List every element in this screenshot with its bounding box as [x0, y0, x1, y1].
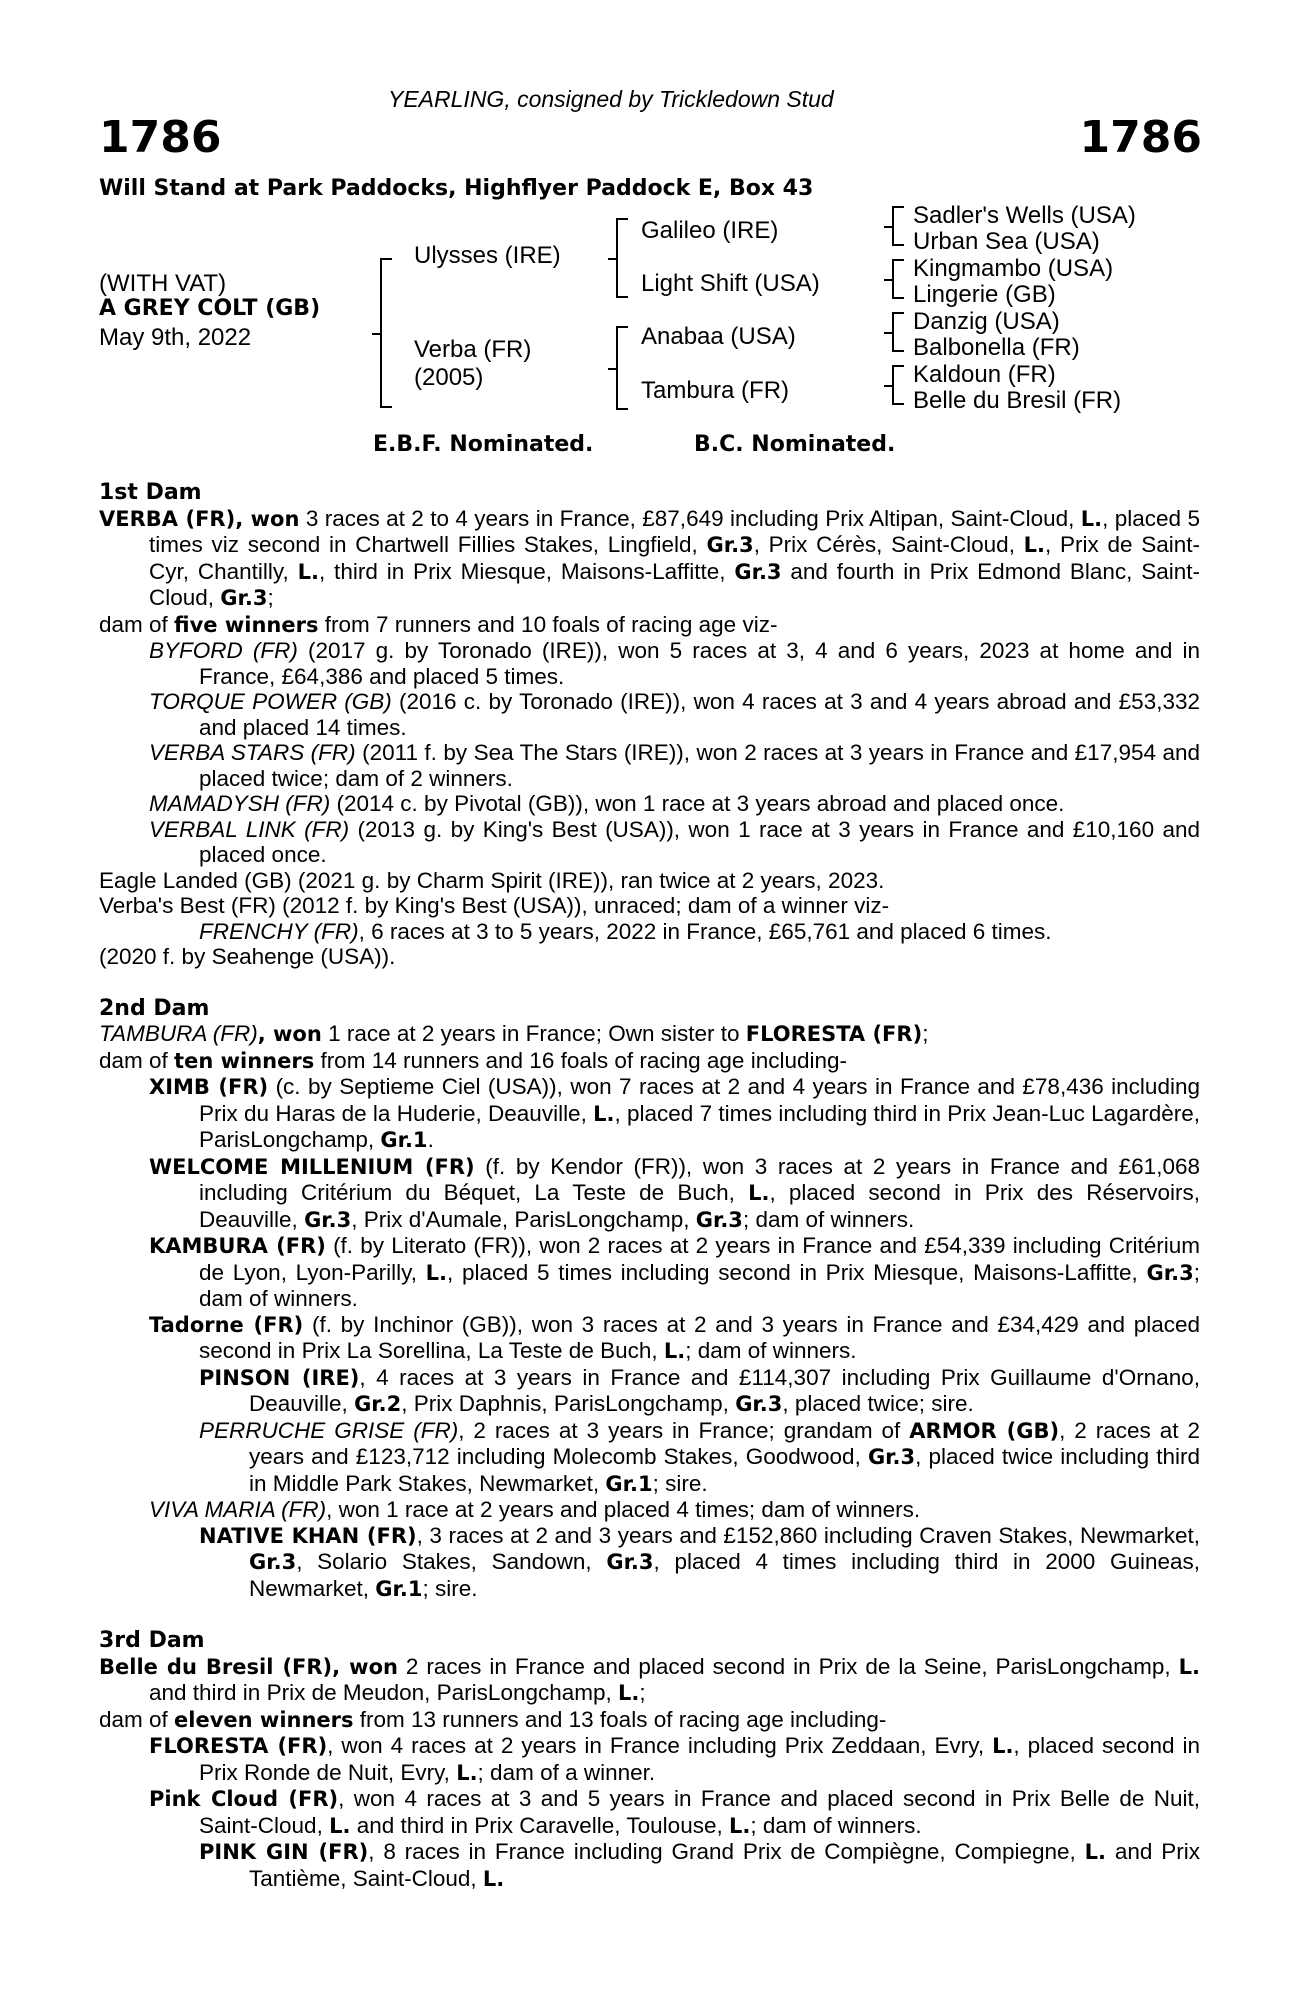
text: , Prix Daphnis, ParisLongchamp,	[401, 1391, 736, 1416]
consignment-subtitle: YEARLING, consigned by Trickledown Stud	[388, 86, 834, 112]
text: ; dam of winners.	[685, 1338, 857, 1363]
dam-paragraph	[99, 1021, 1200, 1048]
dam-sire-sire: Danzig (USA)	[913, 308, 1060, 335]
offspring-entry	[99, 1786, 1200, 1839]
offspring-name: PERRUCHE GRISE (FR)	[199, 1417, 459, 1443]
sire-sire: Galileo (IRE)	[641, 217, 779, 244]
offspring-name: Tadorne (FR)	[149, 1312, 304, 1337]
text: ; sire.	[422, 1575, 478, 1601]
stand-location: Will Stand at Park Paddocks, Highflyer Paddock E, Box 43	[99, 176, 814, 201]
text: (f. by Kendor (FR)), won 3 races at 2 years in France and £61,068 including Critérium du Béquet, La Teste de Buch,	[199, 1153, 1200, 1205]
pedigree-brace	[616, 218, 628, 298]
text: and third in Prix de Meudon, ParisLongchamp,	[149, 1680, 619, 1705]
text: ; sire.	[652, 1470, 708, 1496]
sire-sire-sire: Sadler's Wells (USA)	[913, 202, 1136, 229]
listed-badge: L.	[297, 559, 319, 584]
offspring-entry	[99, 1154, 1200, 1234]
grand-offspring-entry	[99, 1839, 1200, 1892]
listed-badge: L.	[1023, 533, 1046, 557]
group-badge: Gr.3	[735, 1392, 783, 1416]
offspring-entry	[99, 791, 1200, 817]
grand-offspring-entry	[99, 919, 1200, 945]
text: , won 4 races at 3 and 5 years in France and placed second in Prix Belle de Nuit, Saint-Cloud,	[199, 1786, 1201, 1838]
offspring-name: VIVA MARIA (FR)	[149, 1497, 327, 1522]
text: 1 race at 2 years in France; Own sister to	[321, 1021, 746, 1046]
offspring-name: VERBA STARS (FR)	[149, 740, 356, 765]
text: , 2 races at 2 years and £123,712 including Molecomb Stakes, Goodwood,	[249, 1417, 1200, 1469]
pedigree-brace	[892, 206, 904, 246]
text: , placed 5 times including second in Prix Miesque, Maisons-Laffitte,	[447, 1259, 1147, 1285]
text: from 13 runners and 13 foals of racing age including-	[353, 1706, 887, 1732]
section-heading-3rd-dam: 3rd Dam	[99, 1628, 205, 1653]
listed-badge: L.	[1080, 506, 1103, 531]
won-label: , won	[332, 1654, 398, 1679]
dam-dam: Tambura (FR)	[641, 377, 790, 404]
winners-count: ten winners	[174, 1048, 315, 1073]
offspring-entry: (2020 f. by Seahenge (USA)).	[99, 944, 396, 969]
offspring-name: PINK GIN (FR)	[199, 1840, 369, 1864]
group-badge: Gr.1	[380, 1128, 428, 1152]
sister-name: FLORESTA (FR)	[745, 1022, 923, 1046]
text: from 7 runners and 10 foals of racing age viz-	[318, 611, 778, 637]
offspring-name: NATIVE KHAN (FR)	[199, 1523, 417, 1548]
horse-name: A GREY COLT (GB)	[99, 296, 321, 321]
listed-badge: L.	[618, 1681, 640, 1705]
dam-name: VERBA (FR)	[99, 506, 236, 531]
listed-badge: L.	[1178, 1654, 1200, 1679]
text: , Prix d'Aumale, ParisLongchamp,	[351, 1206, 696, 1232]
grand-offspring-entry	[99, 1365, 1200, 1418]
listed-badge: L.	[329, 1813, 351, 1838]
group-badge: Gr.3	[1146, 1260, 1194, 1285]
listed-badge: L.	[992, 1734, 1014, 1758]
lot-number-left: 1786	[99, 112, 222, 163]
text: , 3 races at 2 and 3 years and £152,860 including Craven Stakes, Newmarket,	[416, 1522, 1200, 1548]
pedigree-brace	[892, 259, 904, 299]
group-badge: Gr.3	[606, 1550, 654, 1574]
text: (2013 g. by King's Best (USA)), won 1 race at 3 years in France and £10,160 and placed once.	[199, 816, 1200, 867]
group-badge: Gr.3	[734, 559, 782, 584]
text: , 6 races at 3 to 5 years, 2022 in France, £65,761 and placed 6 times.	[358, 918, 1052, 944]
text: , placed 4 times including third in 2000 Guineas, Newmarket,	[249, 1549, 1200, 1601]
horse-dob: May 9th, 2022	[99, 324, 252, 351]
listed-badge: L.	[663, 1339, 686, 1363]
text: , placed 5 times viz second in Chartwell Fillies Stakes, Lingfield,	[149, 505, 1200, 557]
section-heading-1st-dam: 1st Dam	[99, 480, 202, 505]
offspring-name: KAMBURA (FR)	[149, 1234, 326, 1258]
dam: Verba (FR)	[414, 336, 532, 363]
text: ;	[639, 1680, 646, 1705]
text: , Prix de Saint-Cyr, Chantilly,	[149, 532, 1201, 584]
offspring-entry: Verba's Best (FR) (2012 f. by King's Best (USA)), unraced; dam of a winner viz-	[99, 893, 890, 918]
text: , Solario Stakes, Sandown,	[296, 1549, 607, 1574]
text: 2 races in France and placed second in Prix de la Seine, ParisLongchamp,	[397, 1653, 1179, 1679]
offspring-name: VERBAL LINK (FR)	[149, 816, 350, 842]
group-badge: Gr.3	[706, 533, 754, 557]
pedigree-brace	[380, 258, 392, 408]
text: (2017 g. by Toronado (IRE)), won 5 races at 3, 4 and 6 years, 2023 at home and in France, £64,386 and placed 5 times.	[199, 638, 1200, 689]
text: dam of	[99, 1706, 175, 1732]
text: (f. by Inchinor (GB)), won 3 races at 2 and 3 years in France and £34,429 and placed second in Prix La Sorellina, La Teste de Buch,	[199, 1311, 1201, 1363]
dam-of-line	[99, 1707, 1200, 1734]
offspring-name: MAMADYSH (FR)	[149, 791, 331, 816]
won-label: , won	[235, 506, 300, 531]
group-badge: Gr.3	[304, 1207, 352, 1232]
offspring-name: WELCOME MILLENIUM (FR)	[149, 1154, 475, 1179]
dam-name: Belle du Bresil (FR)	[99, 1654, 333, 1679]
dam-dam-sire: Kaldoun (FR)	[913, 361, 1056, 388]
text: ; dam of winners.	[750, 1812, 922, 1838]
group-badge: Gr.3	[867, 1445, 916, 1469]
text: (c. by Septieme Ciel (USA)), won 7 races at 2 and 4 years in France and £78,436 including Prix du Haras de la Huderie, Deauville,	[199, 1074, 1200, 1126]
pedigree-brace	[892, 312, 904, 352]
grandson-name: ARMOR (GB)	[909, 1418, 1060, 1443]
text: , Prix Cérès, Saint-Cloud,	[753, 532, 1024, 557]
listed-badge: L.	[425, 1260, 448, 1285]
offspring-entry	[99, 1733, 1200, 1786]
text: , placed 7 times including third in Prix Jean-Luc Lagardère, ParisLongchamp,	[199, 1100, 1200, 1152]
offspring-name: FLORESTA (FR)	[149, 1734, 328, 1758]
dam-of-line	[99, 612, 1200, 639]
offspring-entry: Eagle Landed (GB) (2021 g. by Charm Spirit (IRE)), ran twice at 2 years, 2023.	[99, 867, 885, 893]
sire-dam: Light Shift (USA)	[641, 270, 820, 297]
winners-count: five winners	[174, 612, 319, 637]
text: (2016 c. by Toronado (IRE)), won 4 races at 3 and 4 years abroad and £53,332 and placed 14 times.	[199, 689, 1200, 740]
sire-dam-dam: Lingerie (GB)	[913, 281, 1056, 308]
text: and fourth in Prix Edmond Blanc, Saint-Cloud,	[149, 558, 1201, 610]
text: ; dam of winners.	[199, 1259, 1200, 1311]
listed-badge: L.	[482, 1866, 505, 1891]
offspring-name: XIMB (FR)	[149, 1075, 269, 1099]
bc-nomination: B.C. Nominated.	[694, 432, 896, 457]
text: , placed twice including third in Middle Park Stakes, Newmarket,	[249, 1444, 1200, 1496]
listed-badge: L.	[593, 1101, 615, 1126]
text: (f. by Literato (FR)), won 2 races at 2 years in France and £54,339 including Critérium de Lyon, Lyon-Parilly,	[199, 1233, 1200, 1285]
dam-of-line	[99, 1048, 1200, 1075]
text: , placed second in Prix Ronde de Nuit, Evry,	[199, 1733, 1200, 1785]
offspring-name: TORQUE POWER (GB)	[149, 689, 392, 714]
text: ; dam of a winner.	[477, 1759, 656, 1785]
group-badge: Gr.1	[375, 1576, 423, 1601]
sire: Ulysses (IRE)	[414, 242, 561, 269]
text: and third in Prix Caravelle, Toulouse,	[350, 1812, 729, 1838]
offspring-name: PINSON (IRE)	[199, 1365, 360, 1390]
offspring-entry	[99, 817, 1200, 868]
offspring-entry	[99, 638, 1200, 689]
offspring-name: Pink Cloud (FR)	[149, 1787, 339, 1811]
group-badge: Gr.1	[605, 1471, 653, 1496]
group-badge: Gr.2	[354, 1392, 402, 1416]
text: , 8 races in France including Grand Prix de Compiègne, Compiegne,	[368, 1839, 1085, 1864]
dam-name: TAMBURA (FR)	[99, 1021, 258, 1046]
winners-count: eleven winners	[174, 1707, 354, 1732]
text: ;	[267, 585, 274, 610]
offspring-entry	[99, 1497, 1200, 1523]
text: dam of	[99, 611, 175, 637]
offspring-entry	[99, 1312, 1200, 1365]
pedigree-brace	[616, 326, 628, 410]
offspring-name: FRENCHY (FR)	[199, 918, 359, 944]
text: dam of	[99, 1047, 175, 1073]
text: ; dam of winners.	[742, 1206, 915, 1232]
text: , 2 races at 3 years in France; grandam of	[458, 1417, 910, 1443]
offspring-entry	[99, 1233, 1200, 1312]
dam-paragraph	[99, 1654, 1200, 1707]
ebf-nomination: E.B.F. Nominated.	[373, 432, 594, 457]
text: from 14 runners and 16 foals of racing age including-	[314, 1047, 848, 1073]
offspring-entry	[99, 740, 1200, 791]
text: .	[427, 1127, 434, 1152]
text: , won 4 races at 2 years in France including Prix Zeddaan, Evry,	[327, 1733, 993, 1758]
text: (2014 c. by Pivotal (GB)), won 1 race at 3 years abroad and placed once.	[330, 791, 1065, 816]
text: 3 races at 2 to 4 years in France, £87,649 including Prix Altipan, Saint-Cloud,	[299, 505, 1081, 531]
section-heading-2nd-dam: 2nd Dam	[99, 995, 210, 1021]
grand-offspring-entry	[99, 1418, 1200, 1498]
pedigree-brace	[892, 365, 904, 405]
vat-note: (WITH VAT)	[99, 270, 227, 297]
text: , placed second in Prix des Réservoirs, Deauville,	[199, 1180, 1200, 1232]
listed-badge: L.	[728, 1813, 751, 1838]
group-badge: Gr.3	[249, 1550, 297, 1574]
offspring-entry	[99, 1074, 1200, 1154]
offspring-entry	[99, 689, 1200, 740]
sire-dam-sire: Kingmambo (USA)	[913, 255, 1114, 282]
sire-sire-dam: Urban Sea (USA)	[913, 228, 1100, 255]
listed-badge: L.	[1084, 1840, 1107, 1864]
listed-badge: L.	[748, 1181, 770, 1205]
grand-offspring-entry	[99, 1523, 1200, 1603]
text: , 4 races at 3 years in France and £114,307 including Prix Guillaume d'Ornano, Deauville,	[249, 1364, 1200, 1416]
group-badge: Gr.3	[220, 586, 268, 610]
listed-badge: L.	[456, 1760, 478, 1785]
offspring-name: BYFORD (FR)	[149, 638, 298, 663]
text: (2011 f. by Sea The Stars (IRE)), won 2 races at 3 years in France and £17,954 and placed twice; dam of 2 winners.	[199, 740, 1200, 791]
dam-dam-dam: Belle du Bresil (FR)	[913, 387, 1122, 414]
dam-sire-dam: Balbonella (FR)	[913, 334, 1080, 361]
lot-number-right: 1786	[1079, 112, 1202, 163]
text: and Prix Tantième, Saint-Cloud,	[249, 1839, 1201, 1891]
dam-sire: Anabaa (USA)	[641, 323, 796, 350]
text: , placed twice; sire.	[782, 1391, 974, 1416]
text: ;	[922, 1021, 929, 1046]
dam-year: (2005)	[414, 364, 484, 391]
catalogue-body	[99, 480, 1200, 1892]
text: , third in Prix Miesque, Maisons-Laffitte,	[318, 558, 735, 584]
text: , won 1 race at 2 years and placed 4 times; dam of winners.	[326, 1497, 921, 1522]
dam-paragraph	[99, 506, 1200, 612]
won-label: , won	[257, 1022, 322, 1046]
group-badge: Gr.3	[695, 1207, 743, 1232]
